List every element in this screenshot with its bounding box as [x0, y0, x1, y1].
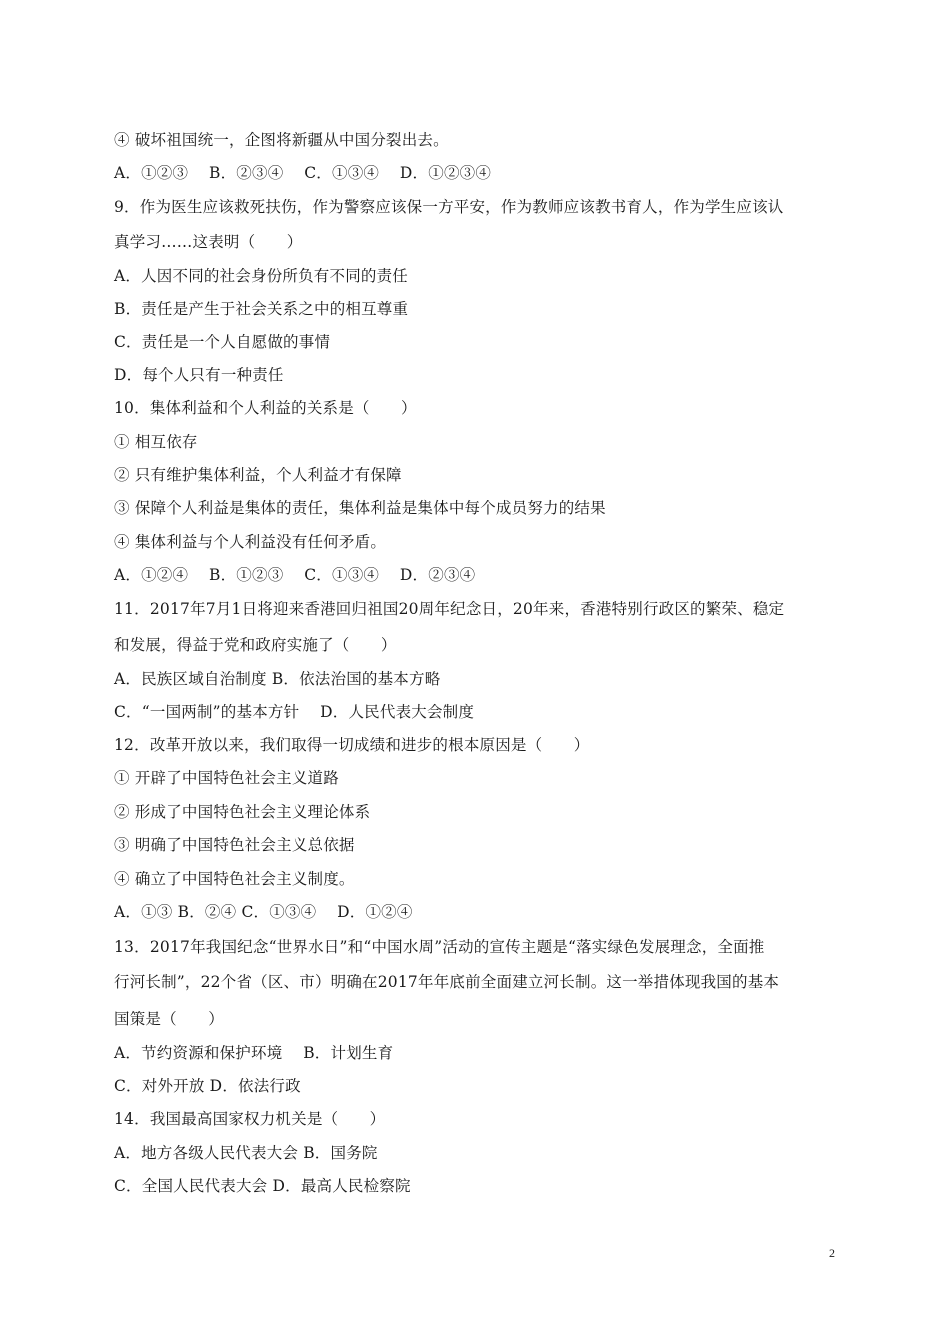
- question-11-stem-line-2: 和发展，得益于党和政府实施了（ ）: [114, 636, 397, 654]
- question-10-statement-3: ③ 保障个人利益是集体的责任，集体利益是集体中每个成员努力的结果: [114, 499, 606, 517]
- question-11-options-ab: A．民族区域自治制度 B．依法治国的基本方略: [114, 670, 441, 688]
- question-9-option-c: C．责任是一个人自愿做的事情: [114, 333, 331, 351]
- question-13-stem-line-1: 13．2017年我国纪念“世界水日”和“中国水周”活动的宣传主题是“落实绿色发展理念，全面推: [114, 938, 765, 956]
- question-14-stem: 14．我国最高国家权力机关是（ ）: [114, 1110, 386, 1128]
- question-12-statement-3: ③ 明确了中国特色社会主义总依据: [114, 836, 355, 854]
- question-9-option-b: B．责任是产生于社会关系之中的相互尊重: [114, 300, 409, 318]
- question-12-answers: A．①③ B．②④ C．①③④ D．①②④: [114, 903, 413, 921]
- question-12-statement-4: ④ 确立了中国特色社会主义制度。: [114, 870, 355, 888]
- question-8-answers: A．①②③ B．②③④ C．①③④ D．①②③④: [114, 164, 492, 182]
- question-14-options-ab: A．地方各级人民代表大会 B．国务院: [114, 1144, 378, 1162]
- question-9-stem-line-2: 真学习……这表明（ ）: [114, 233, 303, 251]
- question-11-stem-line-1: 11．2017年7月1日将迎来香港回归祖国20周年纪念日，20年来，香港特别行政区的繁荣、稳定: [114, 600, 785, 618]
- question-13-options-cd: C．对外开放 D．依法行政: [114, 1077, 301, 1095]
- question-9-option-d: D．每个人只有一种责任: [114, 366, 284, 384]
- question-12-statement-2: ② 形成了中国特色社会主义理论体系: [114, 803, 371, 821]
- question-13-stem-line-2: 行河长制”，22个省（区、市）明确在2017年年底前全面建立河长制。这一举措体现我国的基本: [114, 973, 780, 991]
- question-14-options-cd: C．全国人民代表大会 D．最高人民检察院: [114, 1177, 411, 1195]
- page-number: 2: [829, 1246, 835, 1260]
- question-10-stem: 10．集体利益和个人利益的关系是（ ）: [114, 399, 417, 417]
- question-10-statement-1: ① 相互依存: [114, 433, 198, 451]
- question-11-options-cd: C．“一国两制”的基本方针 D．人民代表大会制度: [114, 703, 475, 721]
- question-10-statement-2: ② 只有维护集体利益，个人利益才有保障: [114, 466, 402, 484]
- question-9-option-a: A．人因不同的社会身份所负有不同的责任: [114, 267, 408, 285]
- question-10-statement-4: ④ 集体利益与个人利益没有任何矛盾。: [114, 533, 387, 551]
- question-12-statement-1: ① 开辟了中国特色社会主义道路: [114, 769, 339, 787]
- question-12-stem: 12．改革开放以来，我们取得一切成绩和进步的根本原因是（ ）: [114, 736, 590, 754]
- question-10-answers: A．①②④ B．①②③ C．①③④ D．②③④: [114, 566, 476, 584]
- question-8-option-4: ④ 破坏祖国统一，企图将新疆从中国分裂出去。: [114, 131, 449, 149]
- question-13-options-ab: A．节约资源和保护环境 B．计划生育: [114, 1044, 394, 1062]
- question-9-stem-line-1: 9．作为医生应该救死扶伤，作为警察应该保一方平安，作为教师应该教书育人，作为学生应该认: [114, 198, 784, 216]
- question-13-stem-line-3: 国策是（ ）: [114, 1010, 224, 1028]
